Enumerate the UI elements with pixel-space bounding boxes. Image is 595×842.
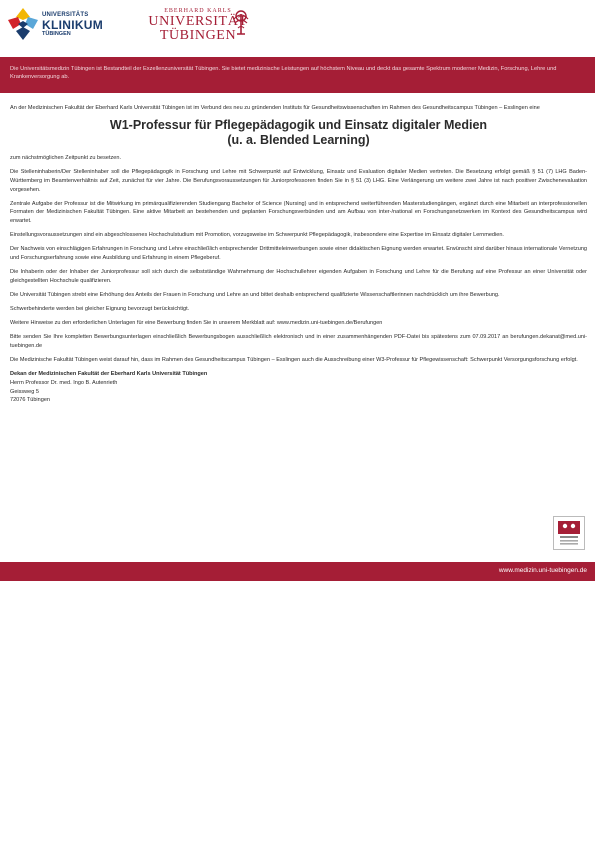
paragraph-info-link: Weitere Hinweise zu den erforderlichen Unterlagen für eine Bewerbung finden Sie in unserem Merkblatt auf: www.medizin.uni-tuebingen.de/Berufungen [10, 320, 383, 327]
intro-paragraph: An der Medizinischen Fakultät der Eberhard Karls Universität Tübingen ist im Verbund des neu zu gründenden Instituts für Gesundheitswissenschaften im Rahmen des Gesundheitscampus Tübingen – Esslingen eine [10, 105, 540, 111]
ukt-logo-text [42, 12, 103, 38]
paragraph-related-position: Die Medizinische Fakultät Tübingen weist darauf hin, dass im Rahmen des Gesundheitscampus Tübingen – Esslingen auch die Ausschreibung einer W3-Professur für Pflegewissenschaft: Schwerpunkt Versorgungsforschung erfolgt. [10, 357, 578, 364]
contact-address [10, 370, 587, 404]
position-title-line1: W1-Professur für Pflegepädagogik und Einsatz digitaler Medien [109, 118, 488, 133]
address-line1: Dekan der Medizinischen Fakultät der Eberhard Karls Universität Tübingen [10, 371, 208, 378]
ukt-logo-line3: TÜBINGEN [42, 31, 71, 37]
footer-url-link[interactable]: www.medizin.uni-tuebingen.de [498, 567, 587, 574]
palm-tree-emblem-icon [232, 10, 250, 36]
paragraph-disability: Schwerbehinderte werden bei gleicher Eignung bevorzugt berücksichtigt. [10, 306, 190, 313]
paragraph-role: Die Stelleninhaberin/Der Stelleninhaber soll die Pflegepädagogik in Forschung und Lehre mit Schwerpunkt auf Entwicklung, Einsatz und Evaluation digitaler Medien vertreten. Die Besetzung erfolgt gemäß § 51 (7) LHG Baden-Württemberg im Beamtenverhältnis auf Zeit, zunächst für vier Jahre. Die Berufungsvoraussetzungen für Juniorprofessoren finden Sie in § 51 (3) LHG. Eine Verlängerung um weitere zwei Jahre ist nach positiver Zwischenevaluation vorgesehen. [10, 169, 587, 193]
paragraph-requirements: Einstellungsvoraussetzungen sind ein abgeschlossenes Hochschulstudium mit Promotion, vorzugsweise im Schwerpunkt Pflegepädagogik, insbesondere eine Expertise im Einsatz digitaler Lernmedien. [10, 232, 504, 239]
university-logo-line2: UNIVERSITÄT [148, 14, 248, 29]
family-friendly-seal [553, 516, 585, 550]
intro-banner [0, 57, 595, 93]
paragraph-equality: Die Universität Tübingen strebt eine Erhöhung des Anteils der Frauen in Forschung und Lehre an und bittet deshalb entsprechend qualifizierte Wissenschaftlerinnen nachdrücklich um ihre Bewerbung. [10, 291, 500, 298]
paragraph-start-date: zum nächstmöglichen Zeitpunkt zu besetzen. [10, 155, 121, 162]
paragraph-tasks: Zentrale Aufgabe der Professur ist die Mitwirkung im primärqualifizierenden Studiengang Bachelor of Science (Nursing) und in entsprechend weiterführenden Masterstudiengängen, ergänzt durch eine Mitarbeit an interprofessionellen Formaten der Medizinischen Fakultät Tübingen. Eine aktive Mitarbeit an bestehenden und geplanten Forschungsverbünden und am Aufbau von inter-/national en Forschungsnetzwerken im Kontext des Gesundheitscampus wird erwartet. [10, 200, 587, 224]
address-line3: Geissweg 5 [10, 388, 39, 395]
header [0, 0, 595, 56]
position-title [10, 118, 587, 148]
ukt-logo[interactable] [8, 8, 104, 46]
address-line4: 72076 Tübingen [10, 397, 50, 404]
paragraph-application: Bitte senden Sie Ihre kompletten Bewerbungsunterlagen einschließlich Bewerbungsbogen ausschließlich elektronisch und in einer zusammenhängenden PDF-Datei bis spätestens zum 07.09.2017 an berufungen.dekanat@med.uni-tuebingen.de [10, 334, 587, 350]
position-title-line2: (u. a. Blended Learning) [227, 133, 370, 148]
address-line2: Herrn Professor Dr. med. Ingo B. Autenrieth [10, 380, 118, 386]
family-friendly-seal-icon [554, 517, 584, 549]
ukt-logo-line2: KLINIKUM [42, 18, 104, 32]
footer-bar [0, 562, 595, 581]
ukt-logo-mark-icon [8, 8, 38, 40]
job-ad-content [10, 104, 587, 405]
university-logo-line3: TÜBINGEN [159, 28, 237, 43]
paragraph-experience: Der Nachweis von einschlägigen Erfahrungen in Forschung und Lehre einschließlich entsprechender Drittmitteleinwerbungen sowie einer didaktischen Eignung werden erwartet. Erwünscht sind darüber hinaus internationale Vernetzung und Forschungserfahrung sowie eine Ausbildung und Erfahrung in einem Pflegeberuf. [10, 246, 587, 261]
university-logo-line1: EBERHARD KARLS [164, 8, 232, 14]
paragraph-qualification: Die Inhaberin oder der Inhaber der Juniorprofessur soll sich durch die selbstständige Wahrnehmung der Hochschullehrer eigenden Aufgaben in Forschung und Lehre für die Berufung auf eine Professur an einer Universität oder gleichgestellten Hochschule qualifizieren. [10, 269, 587, 284]
banner-text: Die Universitätsmedizin Tübingen ist Bestandteil der Exzellenzuniversität Tübingen. Sie bietet medizinische Leistungen auf höchstem Niveau und deckt das gesamte Spektrum moderner Medizin, Forschung, Lehre und Krankenversorgung ab. [10, 66, 557, 81]
ukt-logo-line1: UNIVERSITÄTS [42, 12, 89, 18]
